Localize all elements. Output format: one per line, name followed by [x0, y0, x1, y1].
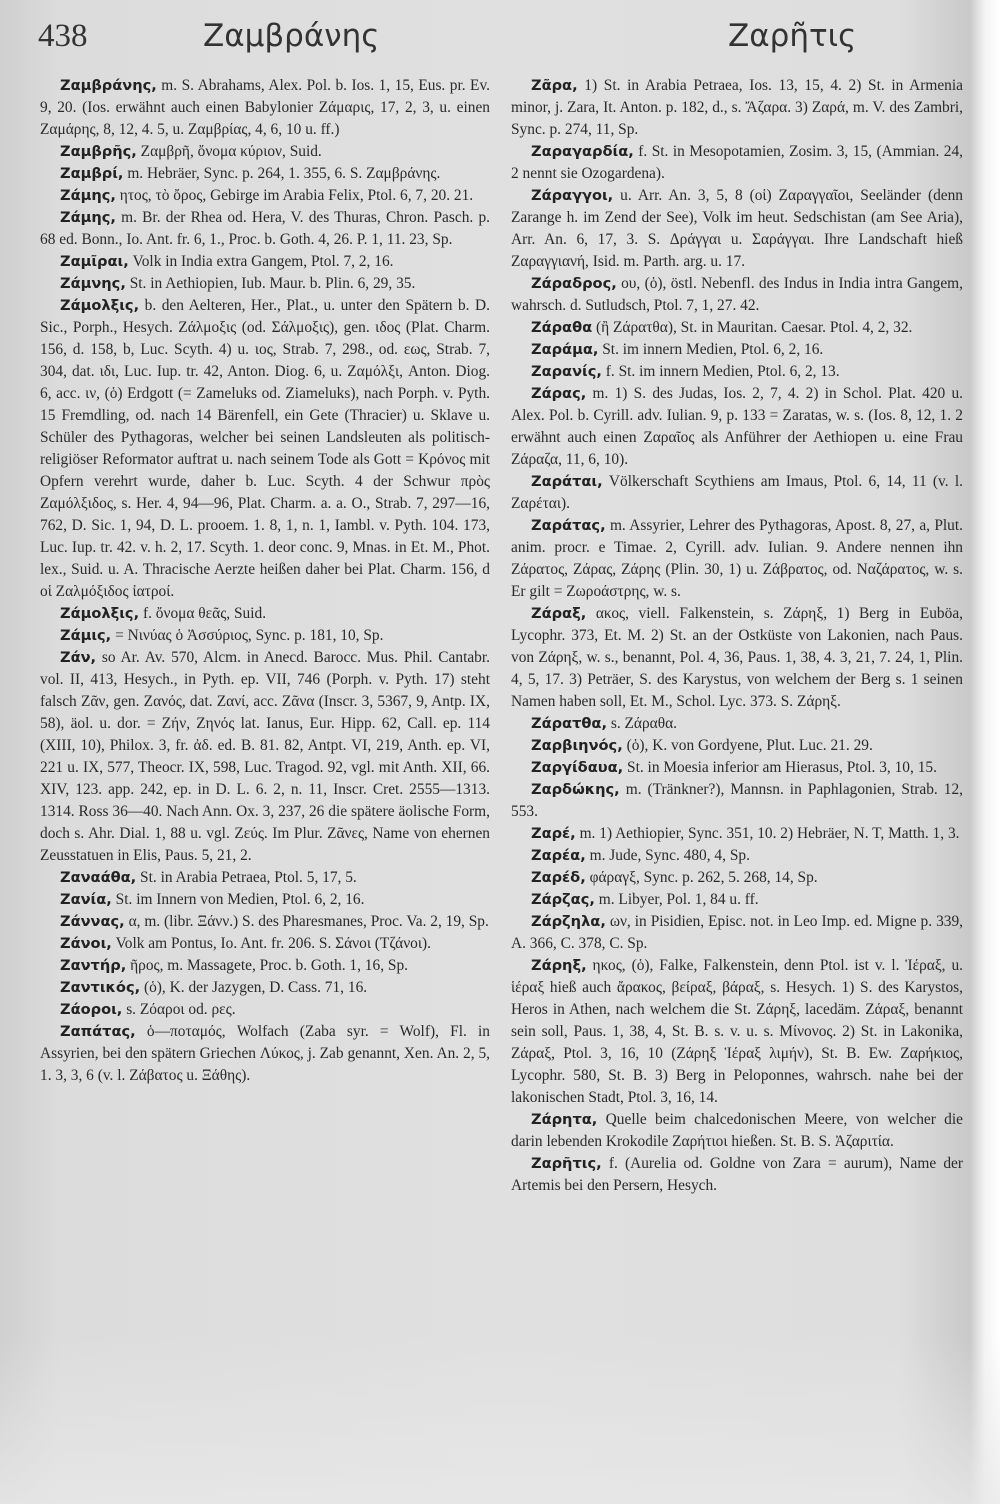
entry-headword: Ζαντικός, [60, 979, 141, 996]
dictionary-entry [40, 207, 490, 251]
entry-headword: Ζάρζηλα, [531, 913, 606, 930]
dictionary-entry [40, 999, 490, 1021]
entry-headword: Ζάμης, [60, 209, 116, 226]
entry-headword: Ζάν, [60, 649, 97, 666]
entry-headword: Ζαρανίς, [531, 363, 602, 380]
entry-text: m. S. Abrahams, Alex. Pol. b. Ios. 1, 15, Eus. pr. Ev. 9, 20. (Ios. erwähnt auch einen Babylonier Ζάμαρις, 17, 2, 3, u. einen Ζαμάρης, 8, 12, 4. 5, u. Ζαμβρίας, 4, 6, 10 u. ff.) [40, 77, 490, 138]
dictionary-entry [511, 911, 963, 955]
entry-text: = Νινύας ὁ Ἀσσύριος, Sync. p. 181, 10, Sp. [111, 627, 384, 644]
entry-headword: Ζαρέ, [531, 825, 576, 842]
dictionary-entry [511, 185, 963, 273]
dictionary-entry [40, 867, 490, 889]
entry-text: 1) St. in Arabia Petraea, Ios. 13, 15, 4. 2) St. in Armenia minor, j. Zara, It. Anton. p. 182, d., s. Ἄζαρα. 3) Ζαρά, m. V. des Zambri, Sync. p. 274, 11, Sp. [511, 77, 963, 138]
entry-headword: Ζαράτας, [531, 517, 606, 534]
entry-headword: Ζαράται, [531, 473, 603, 490]
dictionary-entry [511, 889, 963, 911]
dictionary-entry [40, 625, 490, 647]
entry-headword: Ζαμβράνης, [60, 77, 157, 94]
dictionary-entry [511, 317, 963, 339]
running-head-left: Ζαμβράνης [203, 18, 380, 54]
entry-headword: Ζανία, [60, 891, 112, 908]
entry-text: f. St. im innern Medien, Ptol. 6, 2, 13. [601, 363, 840, 380]
dictionary-entry [40, 295, 490, 603]
dictionary-entry [40, 647, 490, 867]
entry-headword: Ζάοροι, [60, 1001, 123, 1018]
entry-text: ητος, τὸ ὄρος, Gebirge im Arabia Felix, Ptol. 6, 7, 20. 21. [115, 187, 474, 204]
dictionary-entry [40, 1021, 490, 1087]
dictionary-entry [511, 361, 963, 383]
entry-text: m. Libyer, Pol. 1, 84 u. ff. [594, 891, 759, 908]
entry-headword: Ζαρδώκης, [531, 781, 620, 798]
entry-text: Ζαμβρῆ, ὄνομα κύριον, Suid. [136, 143, 322, 160]
entry-text: ου, (ὁ), östl. Nebenfl. des Indus in India intra Gangem, wahrsch. d. Sutludsch, Ptol. 7, 1, 27. 42. [511, 275, 963, 314]
entry-headword: Ζάραγγοι, [531, 187, 614, 204]
entry-text: St. in Arabia Petraea, Ptol. 5, 17, 5. [136, 869, 357, 886]
entry-headword: Ζαμῖραι, [60, 253, 129, 270]
entry-headword: Ζάμολξις, [60, 297, 140, 314]
running-head-right: Ζαρῆτις [728, 18, 857, 54]
entry-headword: Ζαμβρί, [60, 165, 124, 182]
entry-text: f. ὄνομα θεᾶς, Suid. [139, 605, 267, 622]
entry-text: s. Ζάραθα. [607, 715, 678, 732]
dictionary-entry [40, 273, 490, 295]
entry-text: m. Br. der Rhea od. Hera, V. des Thuras, Chron. Pasch. p. 68 ed. Bonn., Io. Ant. fr. 6, 1., Proc. b. Goth. 4, 26. P. 1, 11. 23, Sp. [40, 209, 490, 248]
entry-text: Völkerschaft Scythiens am Imaus, Ptol. 6, 14, 11 (v. l. Ζαρέται). [511, 473, 963, 512]
entry-headword: Ζᾶρα, [531, 77, 578, 94]
entry-text: ῆρος, m. Massagete, Proc. b. Goth. 1, 16, Sp. [126, 957, 408, 974]
entry-headword: Ζαρέα, [531, 847, 586, 864]
entry-text: ακος, viell. Falkenstein, s. Ζάρηξ, 1) Berg in Euböa, Lycophr. 373, Et. M. 2) St. an der Ostküste von Lakonien, nach Paus. von Ζάρηξ, w. s., benannt, Pol. 4, 36, Paus. 1, 38, 4. 3, 21, 7. 24, 1, Plin. 4, 5, 17. 3) Peträer, S. des Karystus, von welchem der Berg s. 1 seinen Namen haben soll, Et. M., Schol. Lyc. 373. S. Ζάρηξ. [511, 605, 963, 710]
dictionary-entry [511, 823, 963, 845]
entry-headword: Ζάρας, [531, 385, 587, 402]
dictionary-entry [511, 845, 963, 867]
dictionary-entry [40, 163, 490, 185]
entry-text: ηκος, (ὁ), Falke, Falkenstein, denn Ptol. ist v. l. Ἱέραξ, u. ἱέραξ hieß auch ἄρακος, βείραξ, βάραξ, s. Hesych. 1) S. des Karystos, Heros in Athen, nach welchem die St. Ζάρηξ, lacedäm. Ζάραξ, benannt sein soll, Paus. 1, 38, 4, St. B. s. v. u. s. Μίνονος. 2) St. in Lakonika, Ζάραξ, Ptol. 3, 16, 10 (Ζάρηξ Ἱέραξ λιμήν), St. B. Ew. Ζαρήκιος, Lycophr. 580, St. B. 3) Berg in Peloponnes, wahrsch. nahe bei der lakonischen Stadt, Ptol. 3, 16, 14. [511, 957, 963, 1106]
dictionary-entry [40, 911, 490, 933]
entry-text: Volk in India extra Gangem, Ptol. 7, 2, 16. [128, 253, 394, 270]
entry-text: (ἢ Ζάρατθα), St. in Mauritan. Caesar. Ptol. 4, 2, 32. [592, 319, 913, 336]
entry-headword: Ζαμβρῆς, [60, 143, 137, 160]
dictionary-entry [511, 779, 963, 823]
entry-headword: Ζαράμα, [531, 341, 599, 358]
entry-text: m. 1) S. des Judas, Ios. 2, 7, 4. 2) in Schol. Plat. 420 u. Alex. Pol. b. Cyrill. adv. Iulian. 9, p. 133 = Zaratas, w. s. (Ios. 8, 12, 1. 2 erwähnt auch einen Ζαραῖος als Anführer der Aethiopen u. eine Frau Ζάραζα, 11, 6, 10). [511, 385, 963, 468]
dictionary-entry [511, 1153, 963, 1197]
dictionary-entry [511, 735, 963, 757]
entry-text: m. Assyrier, Lehrer des Pythagoras, Apost. 8, 27, a, Plut. anim. procr. e Timae. 2, Cyrill. adv. Iulian. 9. Andere nennen ihn Ζάρατος, Ζάρας, Ζάρης (Plin. 30, 1) u. Ζάβρατος, od. Ναζάρατος, w. s. Er gilt = Ζωροάστρης, w. s. [511, 517, 963, 600]
right-column [511, 75, 963, 1197]
entry-headword: Ζάρητα, [531, 1111, 598, 1128]
entry-text: (ὁ), K. von Gordyene, Plut. Luc. 21. 29. [622, 737, 873, 754]
dictionary-entry [40, 889, 490, 911]
entry-text: Volk am Pontus, Io. Ant. fr. 206. S. Σάνοι (Τζάνοι). [111, 935, 431, 952]
entry-text: u. Arr. An. 3, 5, 8 (οἱ) Ζαραγγαῖοι, Seeländer (denn Zarange h. im Zend der See), Volk im heut. Sedschistan (am See Aria), Arr. An. 6, 17, 3. S. Δράγγαι u. Σαράγγαι. Ihre Landschaft hieß Ζαραγγιανή, Isid. m. Parth. arg. u. 17. [511, 187, 963, 270]
page-number: 438 [38, 18, 88, 54]
entry-text: φάραγξ, Sync. p. 262, 5. 268, 14, Sp. [585, 869, 818, 886]
entry-headword: Ζάραδρος, [531, 275, 617, 292]
dictionary-entry [40, 955, 490, 977]
entry-headword: Ζαρέδ, [531, 869, 586, 886]
entry-text: St. im Innern von Medien, Ptol. 6, 2, 16. [111, 891, 365, 908]
dictionary-entry [40, 75, 490, 141]
entry-text: so Ar. Av. 570, Alcm. in Anecd. Barocc. Mus. Phil. Cantabr. vol. II, 413, Hesych., in Pyth. ep. VII, 746 (Porph. v. Pyth. 17) steht falsch Ζᾶν, gen. Ζανός, dat. Ζανί, acc. Ζᾶνα (Inscr. 3, 5367, 9, Antp. IX, 58), äol. u. dor. = Ζήν, Ζηνός lat. Ianus, Eur. Hipp. 62, Call. ep. 114 (XIII, 10), Philox. 3, fr. ἀδ. ed. B. 81. 82, Antpt. VI, 219, Anth. ep. VI, 221 u. IX, 577, Theocr. IX, 598, Luc. Tragod. 92, vgl. mit Anth. XII, 66. XIV, 123. app. 242, ep. in D. L. 6. 2, n. 11, Inscr. Cret. 2555—1313. 1314. Ross 36—40. Nach Ann. Ox. 3, 237, 26 die spätere äolische Form, doch s. Ahr. Dial. 1, 88 u. vgl. Ζεύς. Im Plur. Ζᾶνες, Name von ehernen Zeusstatuen in Elis, Paus. 5, 21, 2. [40, 649, 490, 864]
dictionary-entry [40, 251, 490, 273]
entry-headword: Ζάννας, [60, 913, 125, 930]
dictionary-entry [40, 185, 490, 207]
entry-text: St. in Moesia inferior am Hierasus, Ptol. 3, 10, 15. [623, 759, 937, 776]
page-header [38, 16, 938, 64]
dictionary-entry [511, 757, 963, 779]
entry-text: α, m. (libr. Ξάνν.) S. des Pharesmanes, Proc. Va. 2, 19, Sp. [124, 913, 489, 930]
entry-text: St. in Aethiopien, Iub. Maur. b. Plin. 6, 29, 35. [125, 275, 416, 292]
entry-headword: Ζάμης, [60, 187, 116, 204]
dictionary-entry [511, 75, 963, 141]
dictionary-entry [40, 141, 490, 163]
dictionary-entry [511, 383, 963, 471]
entry-headword: Ζάνοι, [60, 935, 112, 952]
entry-text: m. Hebräer, Sync. p. 264, 1. 355, 6. S. Ζαμβράνης. [123, 165, 441, 182]
entry-headword: Ζάρζας, [531, 891, 595, 908]
entry-text: m. (Tränkner?), Mannsn. in Paphlagonien, Strab. 12, 553. [511, 781, 963, 820]
entry-headword: Ζαντήρ, [60, 957, 127, 974]
dictionary-entry [511, 273, 963, 317]
entry-text: ων, in Pisidien, Episc. not. in Leo Imp. ed. Migne p. 339, A. 366, C. 378, C. Sp. [511, 913, 963, 952]
dictionary-entry [511, 471, 963, 515]
entry-headword: Ζάραξ, [531, 605, 587, 622]
entry-text: ὁ—ποταμός, Wolfach (Zaba syr. = Wolf), Fl. in Assyrien, bei den spätern Griechen Λύκος, j. Zab genannt, Xen. An. 2, 5, 1. 3, 3, 6 (v. l. Ζάβατος u. Ξάθης). [40, 1023, 490, 1084]
entry-headword: Ζάμις, [60, 627, 112, 644]
left-column [40, 75, 490, 1087]
entry-headword: Ζαργίδαυα, [531, 759, 624, 776]
entry-text: St. im innern Medien, Ptol. 6, 2, 16. [598, 341, 824, 358]
entry-text: m. 1) Aethiopier, Sync. 351, 10. 2) Hebräer, N. T, Matth. 1, 3. [575, 825, 960, 842]
entry-text: Quelle beim chalcedonischen Meere, von welcher die darin lebenden Krokodile Ζαρήτιοι hießen. St. B. S. Ἀζαριτία. [511, 1111, 963, 1150]
entry-text: m. Jude, Sync. 480, 4, Sp. [585, 847, 750, 864]
dictionary-entry [511, 515, 963, 603]
entry-headword: Ζάραθα [531, 319, 593, 336]
dictionary-entry [511, 603, 963, 713]
entry-text: f. St. in Mesopotamien, Zosim. 3, 15, (Ammian. 24, 2 nennt sie Ozogardena). [511, 143, 963, 182]
dictionary-entry [40, 603, 490, 625]
entry-headword: Ζαναάθα, [60, 869, 137, 886]
entry-headword: Ζαπάτας, [60, 1023, 136, 1040]
entry-headword: Ζάρατθα, [531, 715, 607, 732]
dictionary-entry [511, 1109, 963, 1153]
dictionary-entry [511, 867, 963, 889]
entry-text: f. (Aurelia od. Goldne von Zara = aurum), Name der Artemis bei den Persern, Hesych. [511, 1155, 963, 1194]
entry-text: s. Ζόαροι od. ρες. [122, 1001, 236, 1018]
entry-text: (ὁ), K. der Jazygen, D. Cass. 71, 16. [140, 979, 368, 996]
dictionary-entry [511, 141, 963, 185]
dictionary-entry [40, 977, 490, 999]
entry-headword: Ζάρηξ, [531, 957, 587, 974]
dictionary-entry [511, 955, 963, 1109]
entry-text: b. den Aelteren, Her., Plat., u. unter den Spätern b. D. Sic., Porph., Hesych. Ζάλμοξις (od. Σάλμοξις), gen. ιδος (Plat. Charm. 156, d. 158, b, Luc. Scyth. 4) u. ιος, Strab. 7, 298., od. εως, Strab. 7, 304, dat. ιδι, Luc. Iup. tr. 42, Anton. Diog. 6, u. Ζαμόλξι, Anton. Diog. 6, acc. ιν, (ὁ) Erdgott (= Zameluks od. Ziameluks), nach Porph. v. Pyth. 15 Fremdling, od. nach 14 Bärenfell, ein Gete (Thracier) u. Sklave u. Schüler des Pythagoras, welcher bei seinen Landsleuten als politisch-religiöser Reformator auftrat u. nach seinem Tode als Gott = Κρόνος mit Opfern verehrt wurde, daher b. Luc. Scyth. 4 der Schwur πρὸς Ζαμόλξιδος, s. Her. 4, 94—96, Plat. Charm. a. a. O., Strab. 7, 297—16, 762, D. Sic. 1, 94, D. L. prooem. 1. 8, 1, n. 1, Iambl. v. Pyth. 104. 173, Luc. Iup. tr. 42. v. h. 2, 17. Scyth. 1. deor conc. 9, Mnas. in Et. M., Phot. lex., Suid. u. A. Thracische Aerzte heißen daher bei Plat. Charm. 156, d οἱ Ζαλμόξιδος ἰατροί. [40, 297, 490, 600]
dictionary-entry [511, 713, 963, 735]
dictionary-entry [40, 933, 490, 955]
entry-headword: Ζαραγαρδία, [531, 143, 634, 160]
entry-headword: Ζάμνης, [60, 275, 126, 292]
entry-headword: Ζάμολξις, [60, 605, 140, 622]
entry-headword: Ζαρῆτις, [531, 1155, 602, 1172]
entry-headword: Ζαρβιηνός, [531, 737, 623, 754]
dictionary-entry [511, 339, 963, 361]
